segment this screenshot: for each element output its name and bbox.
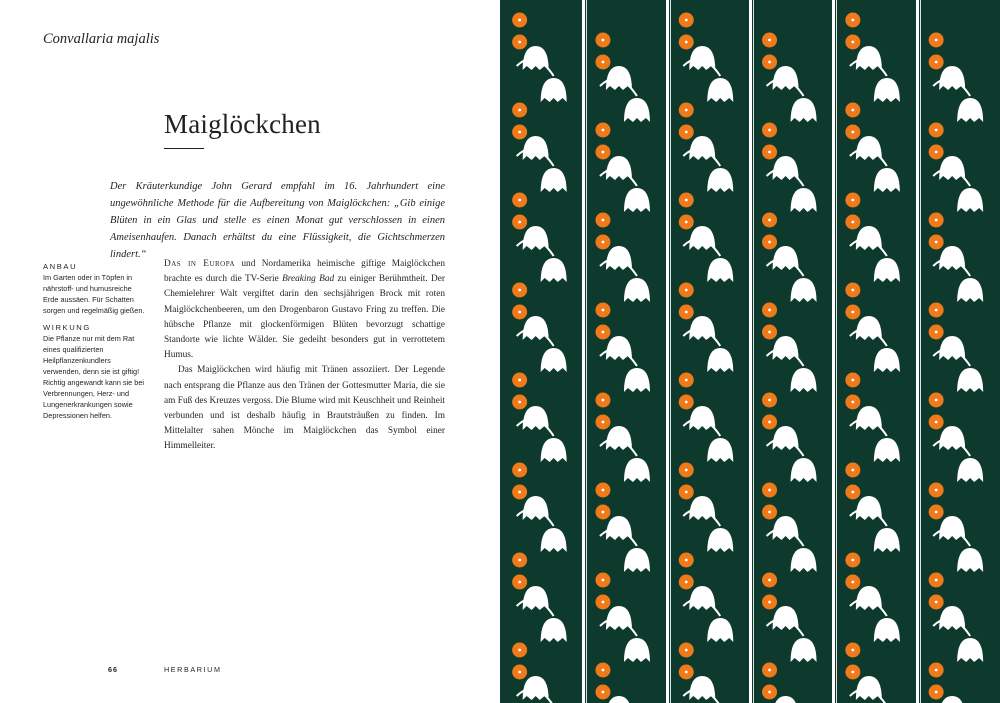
bell-flower-icon bbox=[707, 618, 733, 642]
berry-highlight bbox=[768, 219, 771, 222]
pattern-illustration bbox=[500, 0, 1000, 703]
bell-flower-icon bbox=[541, 78, 567, 102]
bell-flower-icon bbox=[874, 78, 900, 102]
berry-highlight bbox=[602, 309, 605, 312]
berry-highlight bbox=[851, 221, 854, 224]
berry-highlight bbox=[685, 581, 688, 584]
berry-highlight bbox=[685, 491, 688, 494]
page-number: 66 bbox=[108, 665, 118, 674]
stripe bbox=[836, 0, 837, 703]
berry-highlight bbox=[935, 691, 938, 694]
running-head: HERBARIUM bbox=[164, 665, 222, 674]
berry-highlight bbox=[518, 401, 521, 404]
berry-highlight bbox=[685, 131, 688, 134]
berry-highlight bbox=[602, 331, 605, 334]
berry-highlight bbox=[768, 61, 771, 64]
sidebar-text-wirkung: Die Pflanze nur mit dem Rat eines qualifizierten Heilpflanzenkundlers verwenden, denn sie ist giftig! Richtig angewandt kann sie bei Verbrennungen, Herz- und Lungenerkrankungen sowie Depressionen helfen. bbox=[43, 334, 145, 420]
berry-highlight bbox=[851, 469, 854, 472]
stripe bbox=[753, 0, 754, 703]
stripe bbox=[920, 0, 921, 703]
berry-highlight bbox=[602, 601, 605, 604]
bell-flower-icon bbox=[541, 528, 567, 552]
berry-highlight bbox=[518, 289, 521, 292]
berry-highlight bbox=[935, 399, 938, 402]
bell-flower-icon bbox=[624, 548, 650, 572]
bell-flower-icon bbox=[707, 438, 733, 462]
berry-highlight bbox=[935, 331, 938, 334]
intro-text: Der Kräuterkundige John Gerard empfahl im 16. Jahrhundert eine ungewöhnliche Methode für die Aufbereitung von Maiglöckchen: „Gib einige Blüten in ein Glas und stelle es einen Monat gut verschlossen in einen Ameisenhaufen. Danach erhältst du eine Flüssigkeit, die Gichtschmerzen lindert.“ bbox=[110, 181, 445, 260]
berry-highlight bbox=[851, 649, 854, 652]
berry-highlight bbox=[851, 41, 854, 44]
berry-highlight bbox=[685, 401, 688, 404]
bell-flower-icon bbox=[874, 258, 900, 282]
stripe bbox=[916, 0, 919, 703]
bell-flower-icon bbox=[541, 438, 567, 462]
berry-highlight bbox=[851, 581, 854, 584]
berry-highlight bbox=[768, 309, 771, 312]
berry-highlight bbox=[602, 129, 605, 132]
berry-highlight bbox=[935, 421, 938, 424]
bell-flower-icon bbox=[624, 458, 650, 482]
berry-highlight bbox=[851, 199, 854, 202]
lily-of-the-valley-pattern bbox=[500, 0, 1000, 703]
berry-highlight bbox=[935, 309, 938, 312]
sidebar-text-anbau: Im Garten oder in Töpfen in nährstoff- und humusreiche Erde aussäen. Für Schatten sorgen und regelmäßig gießen. bbox=[43, 273, 145, 315]
bell-flower-icon bbox=[874, 618, 900, 642]
berry-highlight bbox=[768, 129, 771, 132]
bell-flower-icon bbox=[957, 458, 983, 482]
bell-flower-icon bbox=[957, 278, 983, 302]
bell-flower-icon bbox=[707, 168, 733, 192]
body-p1-part-a: und Nordamerika heimische giftige Maiglöckchen brachte es durch die TV-Serie bbox=[164, 259, 445, 285]
berry-highlight bbox=[518, 581, 521, 584]
berry-highlight bbox=[602, 489, 605, 492]
stripe bbox=[666, 0, 669, 703]
berry-highlight bbox=[935, 601, 938, 604]
berry-highlight bbox=[768, 489, 771, 492]
berry-highlight bbox=[935, 241, 938, 244]
berry-highlight bbox=[768, 511, 771, 514]
berry-highlight bbox=[602, 691, 605, 694]
berry-highlight bbox=[851, 19, 854, 22]
berry-highlight bbox=[768, 151, 771, 154]
stripe bbox=[832, 0, 835, 703]
berry-highlight bbox=[602, 61, 605, 64]
berry-highlight bbox=[602, 421, 605, 424]
berry-highlight bbox=[935, 489, 938, 492]
berry-highlight bbox=[768, 601, 771, 604]
latin-name: Convallaria majalis bbox=[43, 31, 160, 47]
berry-highlight bbox=[851, 289, 854, 292]
bell-flower-icon bbox=[791, 638, 817, 662]
sidebar-heading-anbau: ANBAU bbox=[43, 262, 78, 271]
bell-flower-icon bbox=[791, 98, 817, 122]
stripe bbox=[749, 0, 752, 703]
berry-highlight bbox=[602, 579, 605, 582]
title-divider bbox=[164, 148, 204, 149]
intro-quote bbox=[110, 178, 445, 263]
berry-highlight bbox=[518, 559, 521, 562]
berry-highlight bbox=[768, 421, 771, 424]
bell-flower-icon bbox=[541, 618, 567, 642]
berry-highlight bbox=[518, 109, 521, 112]
berry-highlight bbox=[685, 109, 688, 112]
berry-highlight bbox=[602, 39, 605, 42]
body-paragraph-1 bbox=[164, 257, 445, 363]
body-lead-in: Das in Europa bbox=[164, 259, 236, 269]
bell-flower-icon bbox=[624, 638, 650, 662]
bell-flower-icon bbox=[791, 188, 817, 212]
bell-flower-icon bbox=[939, 696, 965, 703]
berry-highlight bbox=[851, 491, 854, 494]
berry-highlight bbox=[602, 219, 605, 222]
bell-flower-icon bbox=[606, 696, 632, 703]
berry-highlight bbox=[685, 199, 688, 202]
berry-highlight bbox=[685, 671, 688, 674]
bell-flower-icon bbox=[957, 98, 983, 122]
bell-flower-icon bbox=[707, 258, 733, 282]
berry-highlight bbox=[851, 131, 854, 134]
berry-highlight bbox=[602, 511, 605, 514]
berry-highlight bbox=[935, 39, 938, 42]
bell-flower-icon bbox=[791, 368, 817, 392]
stripe bbox=[586, 0, 587, 703]
bell-flower-icon bbox=[541, 168, 567, 192]
berry-highlight bbox=[768, 399, 771, 402]
berry-highlight bbox=[685, 469, 688, 472]
berry-highlight bbox=[851, 559, 854, 562]
bell-flower-icon bbox=[791, 458, 817, 482]
berry-highlight bbox=[768, 691, 771, 694]
bell-flower-icon bbox=[874, 438, 900, 462]
sidebar-anbau bbox=[43, 261, 148, 316]
berry-highlight bbox=[685, 221, 688, 224]
body-p1-part-b: zu einiger Berühmtheit. Der Chemielehrer Walt vergiftet darin den sechsjährigen Brock mit roten Maiglöckchenbeeren, um den Drogenbaron Gustavo Fring zu treffen. Die hübsche Pflanze mit glockenförmigen Blüten bevorzugt schattige Standorte wie lichte Wälder. Sie gedeiht besonders gut in verrottetem Humus. bbox=[164, 274, 445, 361]
bell-flower-icon bbox=[957, 638, 983, 662]
stripe bbox=[582, 0, 585, 703]
bell-flower-icon bbox=[773, 696, 799, 703]
bell-flower-icon bbox=[707, 528, 733, 552]
berry-highlight bbox=[851, 379, 854, 382]
berry-highlight bbox=[935, 151, 938, 154]
sidebar-wirkung bbox=[43, 322, 148, 421]
berry-highlight bbox=[518, 649, 521, 652]
bell-flower-icon bbox=[624, 98, 650, 122]
bell-flower-icon bbox=[874, 168, 900, 192]
body-p1-italic: Breaking Bad bbox=[282, 274, 335, 285]
berry-highlight bbox=[935, 669, 938, 672]
berry-highlight bbox=[935, 61, 938, 64]
berry-highlight bbox=[685, 649, 688, 652]
berry-highlight bbox=[685, 289, 688, 292]
page-title: Maiglöckchen bbox=[164, 109, 321, 139]
bell-flower-icon bbox=[957, 368, 983, 392]
berry-highlight bbox=[851, 109, 854, 112]
berry-highlight bbox=[935, 129, 938, 132]
berry-highlight bbox=[602, 669, 605, 672]
berry-highlight bbox=[768, 669, 771, 672]
berry-highlight bbox=[685, 19, 688, 22]
berry-highlight bbox=[518, 221, 521, 224]
berry-highlight bbox=[935, 511, 938, 514]
body-text bbox=[164, 257, 445, 455]
bell-flower-icon bbox=[541, 258, 567, 282]
berry-highlight bbox=[518, 199, 521, 202]
bell-flower-icon bbox=[957, 548, 983, 572]
berry-highlight bbox=[768, 579, 771, 582]
bell-flower-icon bbox=[707, 78, 733, 102]
berry-highlight bbox=[602, 151, 605, 154]
bell-flower-icon bbox=[874, 348, 900, 372]
berry-highlight bbox=[518, 19, 521, 22]
berry-highlight bbox=[518, 671, 521, 674]
berry-highlight bbox=[935, 579, 938, 582]
berry-highlight bbox=[518, 469, 521, 472]
berry-highlight bbox=[518, 379, 521, 382]
sidebar-heading-wirkung: WIRKUNG bbox=[43, 323, 91, 332]
berry-highlight bbox=[685, 559, 688, 562]
bell-flower-icon bbox=[707, 348, 733, 372]
bell-flower-icon bbox=[541, 348, 567, 372]
berry-highlight bbox=[685, 311, 688, 314]
bell-flower-icon bbox=[874, 528, 900, 552]
berry-highlight bbox=[685, 41, 688, 44]
berry-highlight bbox=[935, 219, 938, 222]
berry-highlight bbox=[851, 401, 854, 404]
berry-highlight bbox=[518, 41, 521, 44]
berry-highlight bbox=[851, 671, 854, 674]
berry-highlight bbox=[685, 379, 688, 382]
berry-highlight bbox=[518, 311, 521, 314]
body-paragraph-2: Das Maiglöckchen wird häufig mit Tränen assoziiert. Der Legende nach entsprang die Pflanze aus den Tränen der Gottesmutter Maria, die sie am Fuß des Kreuzes vergoss. Die Blume wird mit Keuschheit und Reinheit verbunden und ist deshalb häufig in Brautsträußen zu finden. Im Mittelalter sahen Mönche im Maiglöckchen das Symbol einer Himmelleiter. bbox=[164, 365, 445, 452]
berry-highlight bbox=[768, 241, 771, 244]
berry-highlight bbox=[518, 491, 521, 494]
berry-highlight bbox=[851, 311, 854, 314]
bell-flower-icon bbox=[791, 548, 817, 572]
stripe bbox=[670, 0, 671, 703]
bell-flower-icon bbox=[957, 188, 983, 212]
bell-flower-icon bbox=[624, 368, 650, 392]
bell-flower-icon bbox=[791, 278, 817, 302]
berry-highlight bbox=[602, 399, 605, 402]
berry-highlight bbox=[768, 39, 771, 42]
bell-flower-icon bbox=[624, 278, 650, 302]
berry-highlight bbox=[602, 241, 605, 244]
berry-highlight bbox=[518, 131, 521, 134]
berry-highlight bbox=[768, 331, 771, 334]
bell-flower-icon bbox=[624, 188, 650, 212]
